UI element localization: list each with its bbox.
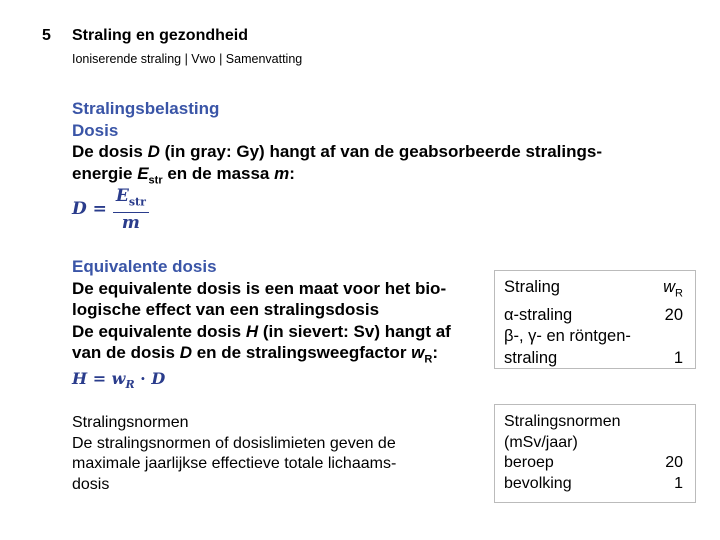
normen-text-line-2: maximale jaarlijkse effectieve totale lichaams- — [72, 455, 397, 472]
dosis-text-line-1: De dosis D (in gray: Gy) hangt af van de geabsorbeerde stralings- — [72, 142, 602, 161]
equiv-text-line-2: logische effect van een stralingsdosis — [72, 300, 380, 319]
equiv-text-line-3: De equivalente dosis H (in sievert: Sv) hangt af — [72, 321, 451, 341]
weegfactor-header-row — [504, 277, 683, 305]
weegfactor-header-wr: $w_R$ — [663, 278, 683, 300]
table-row: straling 1 — [504, 348, 683, 367]
table-row: bevolking 1 — [504, 474, 683, 492]
section-dosis — [72, 98, 602, 191]
dosis-formula: D = $\frac{E_{str}}{m}$ — [72, 186, 149, 233]
normen-table-title: Stralingsnormen — [504, 413, 621, 430]
chapter-number: 5 — [42, 27, 51, 44]
table-row: beroep 20 — [504, 454, 683, 471]
table-row: α-straling 20 — [504, 305, 683, 324]
table-row: β-, γ- en röntgen- — [504, 327, 631, 346]
chapter-title: Straling en gezondheid — [72, 27, 249, 44]
equiv-text-line-1: De equivalente dosis is een maat voor het bio- — [72, 278, 447, 298]
equiv-formula: $H = w_R \cdot D$ — [72, 369, 166, 392]
heading-equivalente-dosis: Equivalente dosis — [72, 257, 217, 276]
normen-table-unit: (mSv/jaar) — [504, 433, 578, 451]
weegfactor-header-straling: Straling — [504, 278, 560, 296]
normen-table — [494, 404, 696, 503]
breadcrumb: Ioniserende straling | Vwo | Samenvatting — [72, 52, 303, 66]
section-stralingsnormen — [72, 413, 396, 495]
normen-text-line-1: De stralingsnormen of dosislimieten geven de — [72, 434, 396, 452]
section-equivalente-dosis — [72, 256, 451, 371]
equiv-text-line-4: van de dosis D en de stralingsweegfactor $w_R$: — [72, 343, 439, 366]
dosis-text-line-2: energie $E_{str}$ en de massa m: — [72, 163, 295, 186]
weegfactor-table — [494, 270, 696, 369]
heading-stralingsnormen: Stralingsnormen — [72, 414, 189, 431]
normen-text-line-3: dosis — [72, 475, 110, 493]
heading-dosis: Dosis — [72, 120, 119, 140]
heading-stralingsbelasting: Stralingsbelasting — [72, 99, 220, 118]
